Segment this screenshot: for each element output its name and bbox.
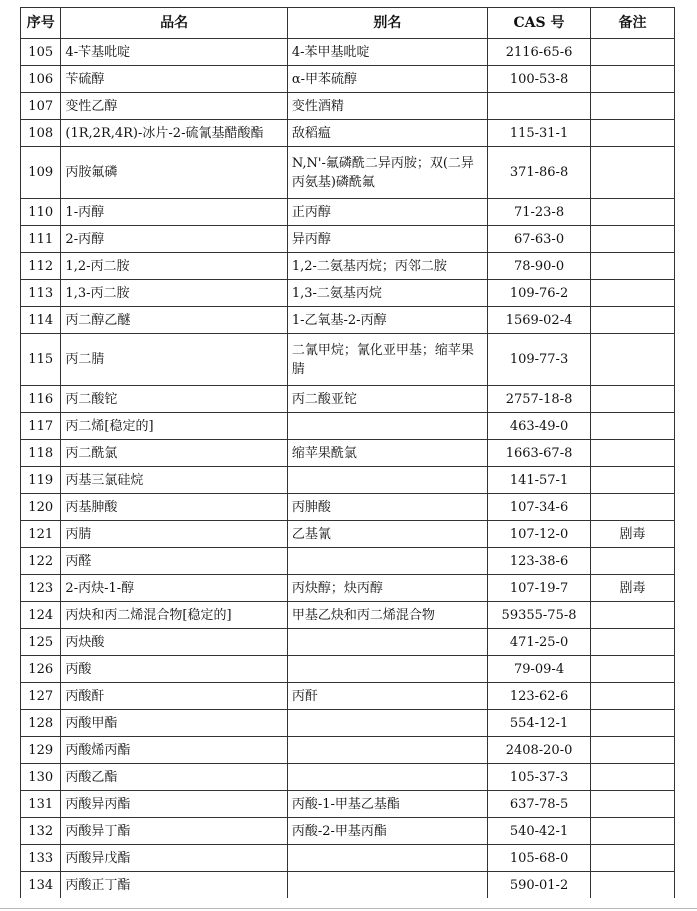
cell-no: 130 — [21, 764, 61, 791]
cell-cas: 107-19-7 — [487, 575, 590, 602]
cell-name: 丙二腈 — [61, 334, 287, 386]
cell-name: 丙酸正丁酯 — [61, 872, 287, 899]
cell-alias — [287, 467, 487, 494]
cell-alias — [287, 656, 487, 683]
cell-no: 110 — [21, 199, 61, 226]
cell-cas: 100-53-8 — [487, 66, 590, 93]
cell-name: (1R,2R,4R)-冰片-2-硫氰基醋酸酯 — [61, 120, 287, 147]
table-row — [21, 66, 675, 93]
table-row — [21, 253, 675, 280]
cell-no: 127 — [21, 683, 61, 710]
cell-cas: 371-86-8 — [487, 147, 590, 199]
cell-note — [591, 307, 675, 334]
table-row — [21, 334, 675, 386]
cell-no: 109 — [21, 147, 61, 199]
cell-note — [591, 656, 675, 683]
cell-alias: 1,2-二氨基丙烷；丙邻二胺 — [287, 253, 487, 280]
cell-note — [591, 226, 675, 253]
chemical-table — [20, 7, 675, 898]
cell-name: 丙胺氟磷 — [61, 147, 287, 199]
cell-name: 丙酸异丙酯 — [61, 791, 287, 818]
header-alias: 别名 — [287, 8, 487, 39]
cell-name: 丙酸乙酯 — [61, 764, 287, 791]
cell-alias: 缩苹果酰氯 — [287, 440, 487, 467]
cell-no: 105 — [21, 39, 61, 66]
cell-alias — [287, 764, 487, 791]
cell-cas: 471-25-0 — [487, 629, 590, 656]
cell-no: 107 — [21, 93, 61, 120]
cell-cas: 540-42-1 — [487, 818, 590, 845]
table-row — [21, 818, 675, 845]
cell-alias: 丙炔醇；炔丙醇 — [287, 575, 487, 602]
table-row — [21, 710, 675, 737]
table-row — [21, 764, 675, 791]
cell-alias — [287, 629, 487, 656]
table-row — [21, 93, 675, 120]
cell-note — [591, 629, 675, 656]
table-body — [21, 39, 675, 899]
cell-name: 丙酸 — [61, 656, 287, 683]
table-row — [21, 386, 675, 413]
cell-name: 丙腈 — [61, 521, 287, 548]
cell-note — [591, 683, 675, 710]
cell-no: 129 — [21, 737, 61, 764]
cell-note — [591, 548, 675, 575]
cell-note — [591, 386, 675, 413]
cell-name: 2-丙醇 — [61, 226, 287, 253]
cell-no: 124 — [21, 602, 61, 629]
cell-name: 丙炔酸 — [61, 629, 287, 656]
cell-alias: 乙基氰 — [287, 521, 487, 548]
cell-cas: 109-76-2 — [487, 280, 590, 307]
table-row — [21, 683, 675, 710]
cell-cas: 637-78-5 — [487, 791, 590, 818]
table-row — [21, 494, 675, 521]
cell-cas: 59355-75-8 — [487, 602, 590, 629]
cell-cas: 107-34-6 — [487, 494, 590, 521]
cell-alias: 变性酒精 — [287, 93, 487, 120]
cell-note — [591, 872, 675, 899]
table-row — [21, 467, 675, 494]
table-row — [21, 629, 675, 656]
cell-note — [591, 440, 675, 467]
cell-no: 122 — [21, 548, 61, 575]
cell-cas: 67-63-0 — [487, 226, 590, 253]
cell-no: 106 — [21, 66, 61, 93]
cell-cas: 105-37-3 — [487, 764, 590, 791]
table-row — [21, 307, 675, 334]
cell-no: 115 — [21, 334, 61, 386]
cell-note — [591, 39, 675, 66]
cell-note — [591, 199, 675, 226]
table-row — [21, 737, 675, 764]
cell-no: 114 — [21, 307, 61, 334]
cell-note — [591, 253, 675, 280]
cell-name: 丙二烯[稳定的] — [61, 413, 287, 440]
cell-alias — [287, 710, 487, 737]
cell-cas: 115-31-1 — [487, 120, 590, 147]
cell-cas: 107-12-0 — [487, 521, 590, 548]
cell-cas: 79-09-4 — [487, 656, 590, 683]
cell-no: 120 — [21, 494, 61, 521]
table-row — [21, 199, 675, 226]
cell-no: 132 — [21, 818, 61, 845]
cell-name: 1-丙醇 — [61, 199, 287, 226]
cell-alias: 1,3-二氨基丙烷 — [287, 280, 487, 307]
cell-no: 128 — [21, 710, 61, 737]
cell-note — [591, 280, 675, 307]
cell-no: 121 — [21, 521, 61, 548]
cell-note: 剧毒 — [591, 521, 675, 548]
cell-alias — [287, 548, 487, 575]
cell-cas: 123-38-6 — [487, 548, 590, 575]
cell-alias: N,N'-氟磷酰二异丙胺；双(二异丙氨基)磷酰氟 — [287, 147, 487, 199]
cell-name: 2-丙炔-1-醇 — [61, 575, 287, 602]
cell-no: 123 — [21, 575, 61, 602]
cell-name: 丙酸异戊酯 — [61, 845, 287, 872]
cell-name: 4-苄基吡啶 — [61, 39, 287, 66]
cell-alias: 丙酸-1-甲基乙基酯 — [287, 791, 487, 818]
table-row — [21, 280, 675, 307]
cell-alias: 1-乙氧基-2-丙醇 — [287, 307, 487, 334]
cell-note — [591, 334, 675, 386]
cell-name: 苄硫醇 — [61, 66, 287, 93]
cell-alias — [287, 872, 487, 899]
cell-alias: 正丙醇 — [287, 199, 487, 226]
cell-cas: 1569-02-4 — [487, 307, 590, 334]
cell-no: 125 — [21, 629, 61, 656]
cell-cas: 105-68-0 — [487, 845, 590, 872]
table-row — [21, 147, 675, 199]
cell-alias — [287, 413, 487, 440]
cell-note — [591, 494, 675, 521]
table-row — [21, 413, 675, 440]
cell-cas: 590-01-2 — [487, 872, 590, 899]
cell-cas: 78-90-0 — [487, 253, 590, 280]
cell-name: 丙二酰氯 — [61, 440, 287, 467]
cell-alias: 丙胂酸 — [287, 494, 487, 521]
cell-no: 134 — [21, 872, 61, 899]
cell-alias: 甲基乙炔和丙二烯混合物 — [287, 602, 487, 629]
table-row — [21, 548, 675, 575]
table-row — [21, 521, 675, 548]
cell-name: 丙基三氯硅烷 — [61, 467, 287, 494]
table-row — [21, 845, 675, 872]
cell-alias: 异丙醇 — [287, 226, 487, 253]
table-row — [21, 226, 675, 253]
cell-no: 118 — [21, 440, 61, 467]
cell-cas: 2757-18-8 — [487, 386, 590, 413]
cell-note: 剧毒 — [591, 575, 675, 602]
cell-alias: 丙酸-2-甲基丙酯 — [287, 818, 487, 845]
cell-no: 126 — [21, 656, 61, 683]
cell-alias: 敌稻瘟 — [287, 120, 487, 147]
cell-note — [591, 467, 675, 494]
table-row — [21, 656, 675, 683]
cell-name: 1,2-丙二胺 — [61, 253, 287, 280]
cell-no: 119 — [21, 467, 61, 494]
table-row — [21, 440, 675, 467]
page-edge-line — [0, 908, 697, 909]
cell-cas: 109-77-3 — [487, 334, 590, 386]
header-cas: CAS 号 — [487, 8, 590, 39]
cell-cas: 463-49-0 — [487, 413, 590, 440]
cell-name: 丙酸烯丙酯 — [61, 737, 287, 764]
cell-no: 116 — [21, 386, 61, 413]
cell-no: 133 — [21, 845, 61, 872]
cell-cas: 554-12-1 — [487, 710, 590, 737]
cell-alias — [287, 845, 487, 872]
table-row — [21, 602, 675, 629]
cell-no: 108 — [21, 120, 61, 147]
cell-note — [591, 66, 675, 93]
cell-alias: 丙二酸亚铊 — [287, 386, 487, 413]
header-name: 品名 — [61, 8, 287, 39]
cell-name: 变性乙醇 — [61, 93, 287, 120]
cell-alias: 二氰甲烷；氰化亚甲基；缩苹果腈 — [287, 334, 487, 386]
cell-note — [591, 93, 675, 120]
cell-cas: 2116-65-6 — [487, 39, 590, 66]
header-no: 序号 — [21, 8, 61, 39]
cell-name: 1,3-丙二胺 — [61, 280, 287, 307]
header-note: 备注 — [591, 8, 675, 39]
cell-note — [591, 737, 675, 764]
cell-cas: 2408-20-0 — [487, 737, 590, 764]
table-row — [21, 120, 675, 147]
cell-note — [591, 764, 675, 791]
cell-note — [591, 710, 675, 737]
cell-name: 丙酸甲酯 — [61, 710, 287, 737]
cell-name: 丙酸酐 — [61, 683, 287, 710]
cell-name: 丙二醇乙醚 — [61, 307, 287, 334]
cell-note — [591, 147, 675, 199]
table-row — [21, 872, 675, 899]
table-row — [21, 39, 675, 66]
cell-no: 113 — [21, 280, 61, 307]
cell-cas: 1663-67-8 — [487, 440, 590, 467]
cell-note — [591, 413, 675, 440]
cell-note — [591, 845, 675, 872]
cell-note — [591, 602, 675, 629]
cell-alias: 4-苯甲基吡啶 — [287, 39, 487, 66]
cell-no: 117 — [21, 413, 61, 440]
cell-alias: 丙酐 — [287, 683, 487, 710]
cell-name: 丙炔和丙二烯混合物[稳定的] — [61, 602, 287, 629]
cell-alias — [287, 737, 487, 764]
table-row — [21, 791, 675, 818]
cell-name: 丙二酸铊 — [61, 386, 287, 413]
cell-no: 111 — [21, 226, 61, 253]
cell-cas: 141-57-1 — [487, 467, 590, 494]
header-row — [21, 8, 675, 39]
cell-alias: α-甲苯硫醇 — [287, 66, 487, 93]
cell-name: 丙醛 — [61, 548, 287, 575]
cell-no: 112 — [21, 253, 61, 280]
cell-cas — [487, 93, 590, 120]
cell-no: 131 — [21, 791, 61, 818]
cell-note — [591, 818, 675, 845]
table-row — [21, 575, 675, 602]
cell-name: 丙基胂酸 — [61, 494, 287, 521]
cell-note — [591, 120, 675, 147]
cell-note — [591, 791, 675, 818]
cell-name: 丙酸异丁酯 — [61, 818, 287, 845]
cell-cas: 71-23-8 — [487, 199, 590, 226]
cell-cas: 123-62-6 — [487, 683, 590, 710]
